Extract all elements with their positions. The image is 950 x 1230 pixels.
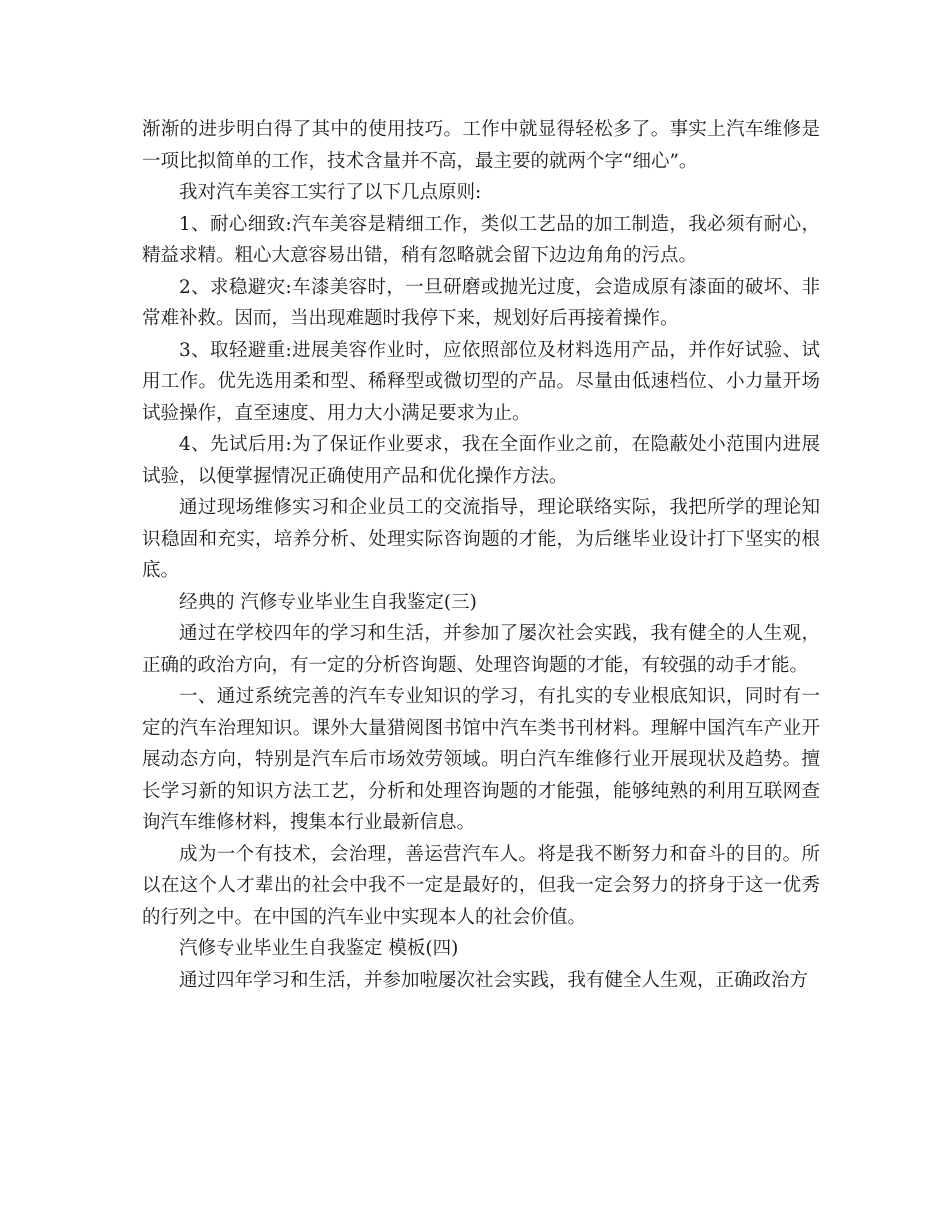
paragraph-10: 一、通过系统完善的汽车专业知识的学习，有扎实的专业根底知识，同时有一定的汽车治理知识。课外大量猎阅图书馆中汽车类书刊材料。理解中国汽车产业开展动态方向，特别是汽车后市场效劳领域。明白汽车维修行业开展现状及趋势。擅长学习新的知识方法工艺，分析和处理咨询题的才能强，能够纯熟的利用互联网查询汽车维修材料，搜集本行业最新信息。 <box>142 686 820 833</box>
paragraph-13: 通过四年学习和生活，并参加啦屡次社会实践，我有健全人生观，正确政治方 <box>179 969 809 991</box>
paragraph-5: 3、取轻避重:进展美容作业时，应依照部位及材料选用产品，并作好试验、试用工作。优先选用柔和型、稀释型或微切型的产品。尽量由低速档位、小力量开场试验操作，直至速度、用力大小满足要求为止。 <box>142 339 820 424</box>
section-heading-4: 汽修专业毕业生自我鉴定 模板(四) <box>179 938 459 959</box>
paragraph-3: 1、耐心细致:汽车美容是精细工作，类似工艺品的加工制造，我必须有耐心，精益求精。粗心大意容易出错，稍有忽略就会留下边边角角的污点。 <box>142 213 820 266</box>
paragraph-4: 2、求稳避灾:车漆美容时，一旦研磨或抛光过度，会造成原有漆面的破坏、非常难补救。因而，当出现难题时我停下来，规划好后再接着操作。 <box>142 276 820 329</box>
paragraph-2: 我对汽车美容工实行了以下几点原则: <box>179 182 482 203</box>
section-heading-3: 经典的 汽修专业毕业生自我鉴定(三) <box>179 591 477 613</box>
paragraph-1: 渐渐的进步明白得了其中的使用技巧。工作中就显得轻松多了。事实上汽车维修是一项比拟简单的工作，技术含量并不高，最主要的就两个字“细心”。 <box>142 119 820 172</box>
paragraph-9: 通过在学校四年的学习和生活，并参加了屡次社会实践，我有健全的人生观，正确的政治方向，有一定的分析咨询题、处理咨询题的才能，有较强的动手才能。 <box>142 623 820 676</box>
paragraph-11: 成为一个有技术，会治理，善运营汽车人。将是我不断努力和奋斗的目的。所以在这个人才辈出的社会中我不一定是最好的，但我一定会努力的挤身于这一优秀的行列之中。在中国的汽车业中实现本人的社会价值。 <box>142 843 820 928</box>
paragraph-7: 通过现场维修实习和企业员工的交流指导，理论联络实际，我把所学的理论知识稳固和充实，培养分析、处理实际咨询题的才能，为后继毕业设计打下坚实的根底。 <box>142 497 820 581</box>
paragraph-6: 4、先试后用:为了保证作业要求，我在全面作业之前，在隐蔽处小范围内进展试验，以便掌握情况正确使用产品和优化操作方法。 <box>142 434 820 487</box>
